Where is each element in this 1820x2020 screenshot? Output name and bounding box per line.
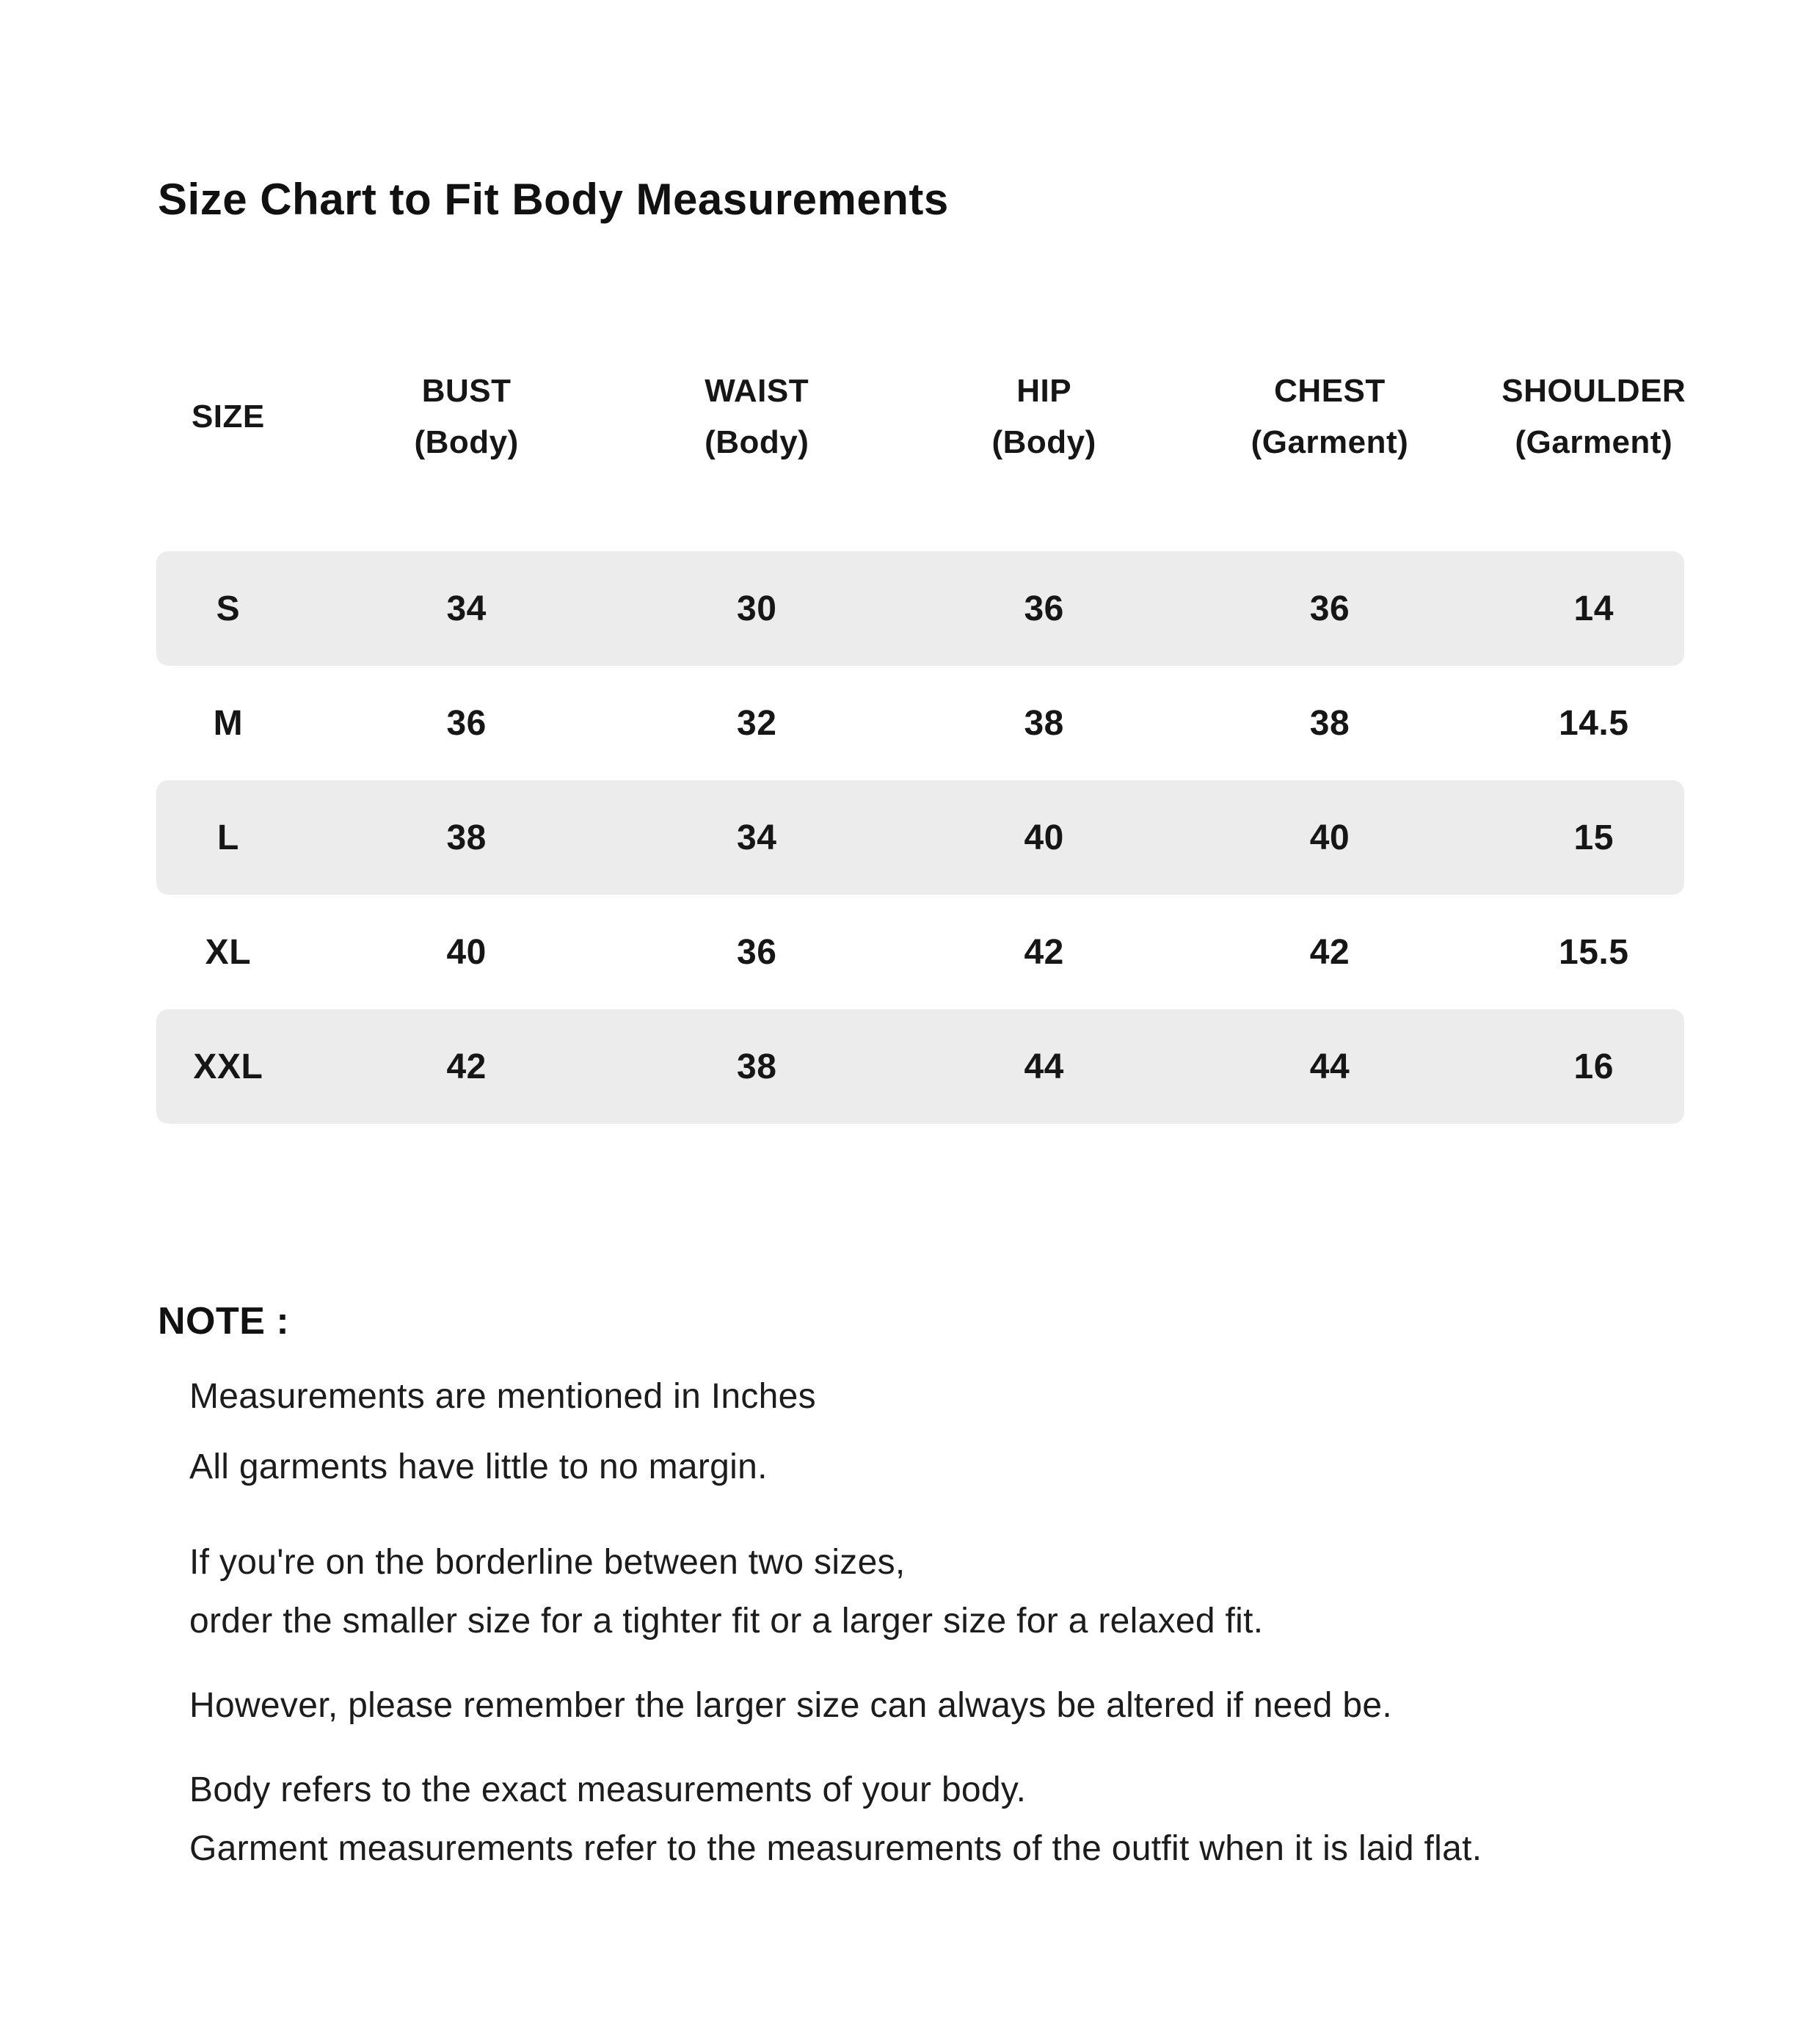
note-body bbox=[189, 1367, 1736, 1878]
note-paragraph bbox=[189, 1676, 1736, 1735]
note-paragraph bbox=[189, 1533, 1736, 1651]
shoulder-cell: 16 bbox=[1573, 1047, 1614, 1086]
waist-cell: 30 bbox=[737, 589, 777, 628]
header-label: SHOULDER bbox=[1502, 373, 1686, 409]
hip-cell: 42 bbox=[1024, 932, 1064, 972]
note-paragraph bbox=[189, 1438, 1736, 1497]
note-section bbox=[158, 1296, 1736, 1878]
waist-cell: 32 bbox=[737, 703, 777, 743]
table-row-l bbox=[156, 780, 1684, 895]
bust-cell: 40 bbox=[446, 932, 487, 972]
note-line: Garment measurements refer to the measurements of the outfit when it is laid flat. bbox=[189, 1829, 1482, 1868]
size-cell: XL bbox=[205, 932, 252, 972]
bust-cell: 34 bbox=[446, 589, 487, 628]
size-cell: L bbox=[216, 818, 239, 857]
column-header-chest bbox=[1207, 366, 1452, 468]
header-label: HIP bbox=[1016, 373, 1072, 409]
column-header-hip bbox=[881, 366, 1208, 468]
header-sub-label: (Body) bbox=[705, 424, 809, 460]
table-body bbox=[156, 551, 1684, 1124]
waist-cell: 36 bbox=[737, 932, 777, 972]
shoulder-cell: 14.5 bbox=[1559, 703, 1629, 743]
column-header-bust bbox=[300, 366, 633, 468]
table-row-xxl bbox=[156, 1009, 1684, 1124]
header-label: BUST bbox=[421, 373, 512, 409]
size-cell: S bbox=[216, 589, 241, 628]
table-header-row bbox=[156, 366, 1684, 468]
note-line: All garments have little to no margin. bbox=[189, 1447, 768, 1486]
header-sub-label: (Body) bbox=[414, 424, 519, 460]
size-cell: XXL bbox=[193, 1047, 263, 1086]
note-label: NOTE : bbox=[158, 1300, 290, 1343]
note-paragraph bbox=[189, 1367, 1736, 1426]
shoulder-cell: 14 bbox=[1573, 589, 1614, 628]
note-line: Body refers to the exact measurements of your body. bbox=[189, 1770, 1027, 1809]
header-sub-label: (Body) bbox=[991, 424, 1096, 460]
column-header-size bbox=[156, 366, 300, 468]
bust-cell: 42 bbox=[446, 1047, 487, 1086]
chest-cell: 40 bbox=[1309, 818, 1350, 857]
bust-cell: 38 bbox=[446, 818, 487, 857]
chest-cell: 42 bbox=[1309, 932, 1350, 972]
table-row-s bbox=[156, 551, 1684, 666]
header-sub-label: (Garment) bbox=[1251, 424, 1409, 460]
column-header-shoulder bbox=[1452, 366, 1684, 468]
table-row-m bbox=[156, 666, 1684, 780]
note-line: If you're on the borderline between two sizes, bbox=[189, 1543, 906, 1582]
header-label: SIZE bbox=[191, 399, 265, 435]
header-label: CHEST bbox=[1274, 373, 1386, 409]
header-label: WAIST bbox=[705, 373, 809, 409]
chest-cell: 38 bbox=[1309, 703, 1350, 743]
table-row-xl bbox=[156, 895, 1684, 1009]
chest-cell: 36 bbox=[1309, 589, 1350, 628]
header-sub-label: (Garment) bbox=[1515, 424, 1673, 460]
note-line: Measurements are mentioned in Inches bbox=[189, 1377, 816, 1416]
waist-cell: 34 bbox=[737, 818, 777, 857]
hip-cell: 40 bbox=[1024, 818, 1064, 857]
shoulder-cell: 15 bbox=[1573, 818, 1614, 857]
hip-cell: 36 bbox=[1024, 589, 1064, 628]
hip-cell: 44 bbox=[1024, 1047, 1064, 1086]
shoulder-cell: 15.5 bbox=[1559, 932, 1629, 972]
note-line: order the smaller size for a tighter fit or a larger size for a relaxed fit. bbox=[189, 1602, 1264, 1641]
waist-cell: 38 bbox=[737, 1047, 777, 1086]
page-title: Size Chart to Fit Body Measurements bbox=[158, 175, 949, 224]
hip-cell: 38 bbox=[1024, 703, 1064, 743]
chest-cell: 44 bbox=[1309, 1047, 1350, 1086]
note-line: However, please remember the larger size can always be altered if need be. bbox=[189, 1686, 1393, 1725]
column-header-waist bbox=[633, 366, 881, 468]
size-cell: M bbox=[213, 703, 244, 743]
bust-cell: 36 bbox=[446, 703, 487, 743]
size-table bbox=[156, 366, 1684, 1124]
note-paragraph bbox=[189, 1761, 1736, 1878]
